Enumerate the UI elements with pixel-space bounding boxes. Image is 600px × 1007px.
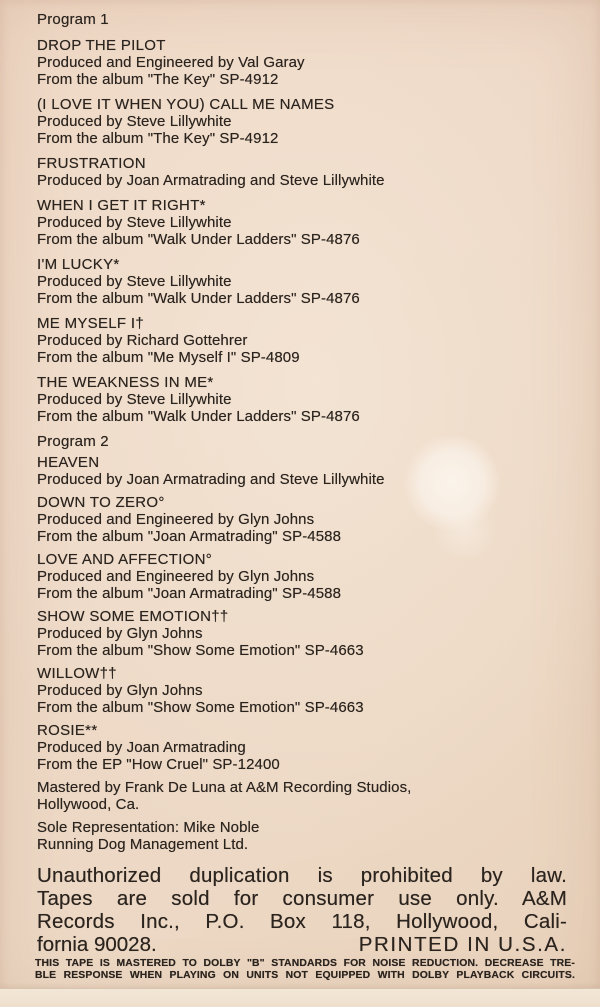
track-title: I'M LUCKY* xyxy=(37,256,120,273)
track-credit-line: Produced by Steve Lillywhite xyxy=(37,273,232,290)
track-entry xyxy=(37,374,567,425)
track-entry xyxy=(37,454,567,488)
program-list xyxy=(37,11,567,773)
track-entry xyxy=(37,315,567,366)
program-label: Program 1 xyxy=(37,11,109,28)
mastering-credit xyxy=(37,779,567,813)
track-entry xyxy=(37,256,567,307)
track-credit-line: From the album "Me Myself I" SP-4809 xyxy=(37,349,300,366)
track-credit-line: From the album "The Key" SP-4912 xyxy=(37,130,279,147)
track-credit-line: Produced by Steve Lillywhite xyxy=(37,214,232,231)
card-bottom-edge xyxy=(0,988,600,1007)
track-credit-line: From the album "Joan Armatrading" SP-4588 xyxy=(37,528,342,545)
track-credit-line: From the album "Walk Under Ladders" SP-4876 xyxy=(37,290,360,307)
dolby-notice-line: THIS TAPE IS MASTERED TO DOLBY "B" STANDARDS FOR NOISE REDUCTION. DECREASE TRE- xyxy=(35,958,575,969)
track-title: ROSIE** xyxy=(37,722,98,739)
legal-notice-line: Records Inc., P.O. Box 118, Hollywood, Cali- xyxy=(37,910,567,933)
program-label: Program 2 xyxy=(37,433,109,450)
track-entry xyxy=(37,608,567,659)
track-credit-line: Produced and Engineered by Val Garay xyxy=(37,54,305,71)
track-entry xyxy=(37,722,567,773)
representation-credit xyxy=(37,819,567,853)
track-credit-line: Produced by Steve Lillywhite xyxy=(37,113,232,130)
legal-notice xyxy=(37,864,567,956)
track-credit-line: Produced by Richard Gottehrer xyxy=(37,332,248,349)
track-credit-line: From the album "Show Some Emotion" SP-4663 xyxy=(37,699,364,716)
track-credit-line: From the album "Show Some Emotion" SP-4663 xyxy=(37,642,364,659)
track-title: WHEN I GET IT RIGHT* xyxy=(37,197,206,214)
track-title: ME MYSELF I† xyxy=(37,315,144,332)
track-credit-line: Produced by Joan Armatrading xyxy=(37,739,246,756)
track-title: LOVE AND AFFECTION° xyxy=(37,551,213,568)
track-title: DOWN TO ZERO° xyxy=(37,494,165,511)
track-credit-line: From the album "Walk Under Ladders" SP-4876 xyxy=(37,231,360,248)
track-entry xyxy=(37,494,567,545)
track-title: SHOW SOME EMOTION†† xyxy=(37,608,229,625)
track-credit-line: Produced and Engineered by Glyn Johns xyxy=(37,568,315,585)
track-entry xyxy=(37,665,567,716)
program-section xyxy=(37,433,567,773)
track-credit-line: From the album "Walk Under Ladders" SP-4876 xyxy=(37,408,360,425)
representation-credit-line: Running Dog Management Ltd. xyxy=(37,836,249,853)
track-title: DROP THE PILOT xyxy=(37,37,166,54)
track-entry xyxy=(37,96,567,147)
legal-notice-line: fornia 90028. xyxy=(37,933,157,956)
track-credit-line: Produced by Glyn Johns xyxy=(37,682,203,699)
track-entry xyxy=(37,37,567,88)
track-credit-line: From the album "Joan Armatrading" SP-4588 xyxy=(37,585,342,602)
track-title: HEAVEN xyxy=(37,454,100,471)
track-credit-line: Produced by Steve Lillywhite xyxy=(37,391,232,408)
program-section xyxy=(37,11,567,425)
mastering-credit-line: Mastered by Frank De Luna at A&M Recording Studios, xyxy=(37,779,412,796)
track-title: WILLOW†† xyxy=(37,665,117,682)
track-entry xyxy=(37,155,567,189)
dolby-notice-line: BLE RESPONSE WHEN PLAYING ON UNITS NOT EQUIPPED WITH DOLBY PLAYBACK CIRCUITS. xyxy=(35,969,575,981)
track-title: (I LOVE IT WHEN YOU) CALL ME NAMES xyxy=(37,96,335,113)
track-credit-line: Produced by Joan Armatrading and Steve Lillywhite xyxy=(37,172,385,189)
legal-notice-line: Unauthorized duplication is prohibited by law. xyxy=(37,864,567,887)
track-entry xyxy=(37,551,567,602)
mastering-credit-line: Hollywood, Ca. xyxy=(37,796,140,813)
track-credit-line: Produced by Glyn Johns xyxy=(37,625,203,642)
track-entry xyxy=(37,197,567,248)
legal-notice-last-line xyxy=(37,933,567,956)
printed-in-usa: PRINTED IN U.S.A. xyxy=(358,933,567,956)
track-title: FRUSTRATION xyxy=(37,155,146,172)
insert-text-content xyxy=(35,11,575,981)
representation-credit-line: Sole Representation: Mike Noble xyxy=(37,819,260,836)
track-credit-line: From the album "The Key" SP-4912 xyxy=(37,71,279,88)
dolby-notice xyxy=(35,958,575,981)
track-credit-line: From the EP "How Cruel" SP-12400 xyxy=(37,756,280,773)
track-title: THE WEAKNESS IN ME* xyxy=(37,374,214,391)
legal-notice-line: Tapes are sold for consumer use only. A&M xyxy=(37,887,567,910)
track-credit-line: Produced by Joan Armatrading and Steve Lillywhite xyxy=(37,471,385,488)
track-credit-line: Produced and Engineered by Glyn Johns xyxy=(37,511,315,528)
